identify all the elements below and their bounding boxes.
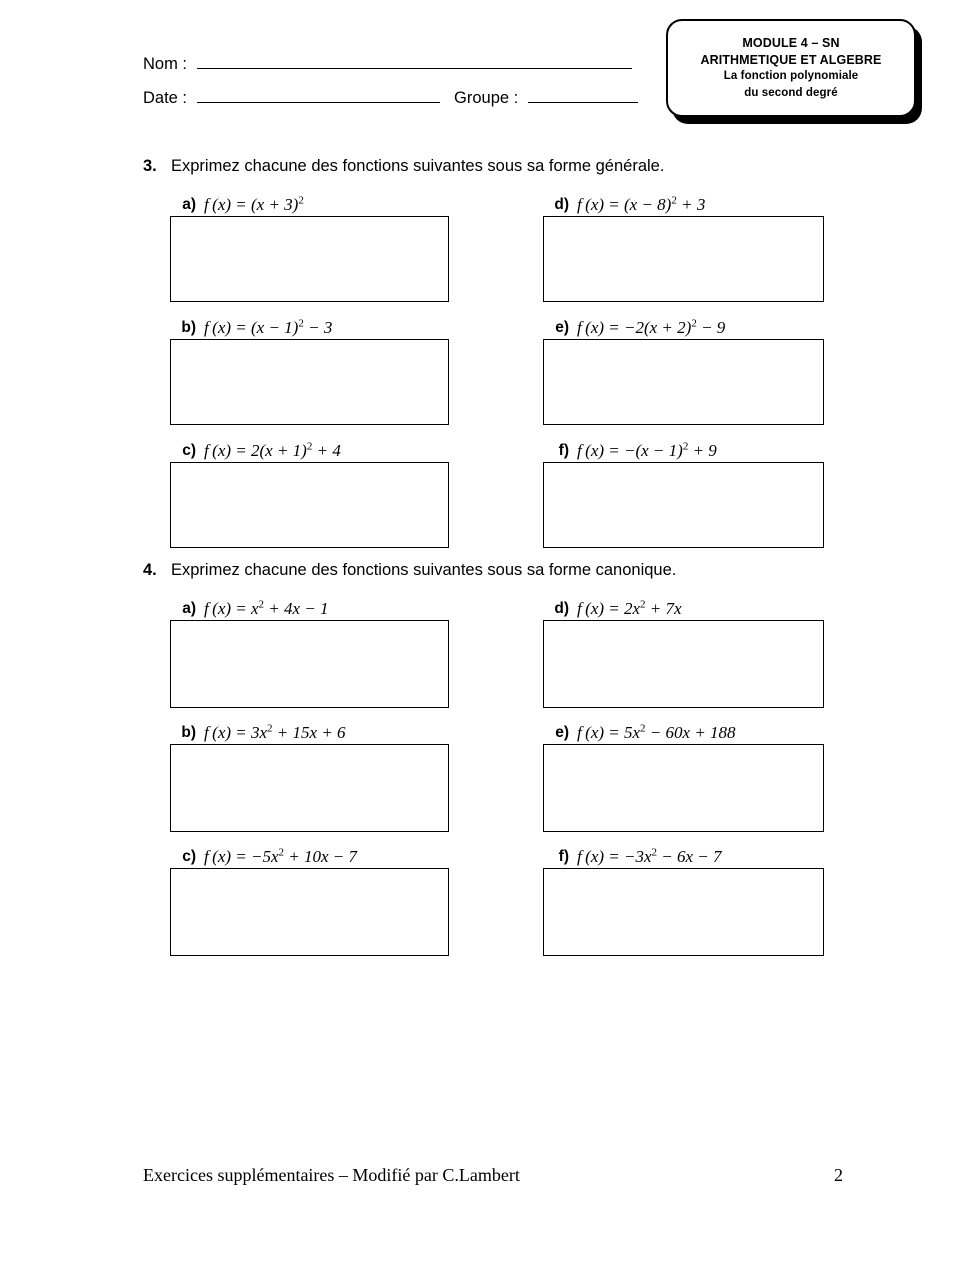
question-4-left-column: [170, 594, 500, 956]
question-4-item-d-letter: d): [554, 600, 569, 617]
question-4: [143, 561, 943, 924]
question-4-right-column: [543, 594, 873, 956]
date-input-line[interactable]: [197, 86, 440, 103]
question-3-item-d: [543, 190, 873, 302]
question-3-item-a-formula: f $(x) = (x + 3)^2$: [204, 194, 304, 214]
question-4-item-f-answer-box[interactable]: [543, 868, 824, 956]
question-4-item-b-formula: f $(x) = 3x^2 + 15x + 6$: [204, 722, 346, 742]
question-3-item-e-formula: f $(x) = -2(x + 2)^2 - 9$: [577, 317, 726, 337]
question-4-item-f-header: [543, 842, 873, 868]
date-group-field-row: [143, 86, 663, 120]
name-label: Nom :: [143, 55, 188, 73]
question-3-item-f-formula: f $(x) = -(x - 1)^2 + 9$: [577, 440, 717, 460]
question-4-item-d-formula: f $(x) = 2x^2 + 7x$: [577, 598, 682, 618]
name-field-row: [143, 52, 663, 86]
question-4-item-a: [170, 594, 500, 708]
question-3-item-e-answer-box[interactable]: [543, 339, 824, 425]
page-footer: [143, 1165, 843, 1186]
question-4-item-a-answer-box[interactable]: [170, 620, 449, 708]
question-4-item-d-header: [543, 594, 873, 620]
question-4-item-e-formula: f $(x) = 5x^2 - 60x + 188$: [577, 722, 736, 742]
module-title-line-2: ARITHMETIQUE ET ALGEBRE: [700, 52, 882, 67]
question-3-item-d-letter: d): [554, 196, 569, 213]
question-4-item-b-header: [170, 718, 500, 744]
question-4-item-f-formula: f $(x) = -3x^2 - 6x - 7$: [577, 846, 722, 866]
question-3-item-c: [170, 436, 500, 548]
question-3-left-column: [170, 190, 500, 548]
question-3-items: [143, 190, 943, 520]
question-3-item-c-formula: f $(x) = 2(x + 1)^2 + 4$: [204, 440, 341, 460]
question-4-item-d-answer-box[interactable]: [543, 620, 824, 708]
module-title-line-3: La fonction polynomiale: [723, 70, 859, 82]
question-4-item-e: [543, 718, 873, 832]
question-3-text: Exprimez chacune des fonctions suivantes sous sa forme générale.: [171, 157, 665, 175]
question-3-item-e-header: [543, 313, 873, 339]
question-3-item-b-letter: b): [181, 319, 196, 336]
question-4-heading: [143, 561, 943, 580]
question-3-item-d-formula: f $(x) = (x - 8)^2 + 3$: [577, 194, 706, 214]
group-input-line[interactable]: [528, 86, 638, 103]
question-3: [143, 157, 943, 520]
question-3-item-c-answer-box[interactable]: [170, 462, 449, 548]
date-label: Date :: [143, 89, 188, 107]
module-title-callout: [666, 19, 916, 117]
question-3-item-b-answer-box[interactable]: [170, 339, 449, 425]
question-4-number: 4.: [143, 561, 157, 579]
question-4-item-b: [170, 718, 500, 832]
question-3-item-d-header: [543, 190, 873, 216]
question-3-number: 3.: [143, 157, 157, 175]
question-4-item-a-formula: f $(x) = x^2 + 4x - 1$: [204, 598, 329, 618]
question-3-item-f: [543, 436, 873, 548]
module-title-line-1: MODULE 4 – SN: [742, 36, 840, 50]
question-4-text: Exprimez chacune des fonctions suivantes sous sa forme canonique.: [171, 561, 677, 579]
question-3-item-f-letter: f): [558, 442, 569, 459]
question-4-item-e-answer-box[interactable]: [543, 744, 824, 832]
question-3-item-b-header: [170, 313, 500, 339]
question-3-right-column: [543, 190, 873, 548]
question-4-item-c-header: [170, 842, 500, 868]
question-4-item-b-answer-box[interactable]: [170, 744, 449, 832]
question-3-heading: [143, 157, 943, 176]
student-identification-block: [143, 52, 663, 120]
question-3-item-a-answer-box[interactable]: [170, 216, 449, 302]
group-label: Groupe :: [454, 89, 519, 107]
module-title-line-4: du second degré: [744, 86, 838, 99]
question-4-item-e-header: [543, 718, 873, 744]
question-4-item-f-letter: f): [558, 848, 569, 865]
question-3-item-d-answer-box[interactable]: [543, 216, 824, 302]
question-4-item-c: [170, 842, 500, 956]
question-4-items: [143, 594, 943, 924]
question-3-item-f-answer-box[interactable]: [543, 462, 824, 548]
question-3-item-c-header: [170, 436, 500, 462]
question-4-item-b-letter: b): [181, 724, 196, 741]
question-4-item-a-letter: a): [182, 600, 196, 617]
question-3-item-b-formula: f $(x) = (x - 1)^2 - 3$: [204, 317, 333, 337]
question-4-item-d: [543, 594, 873, 708]
question-4-item-e-letter: e): [555, 724, 569, 741]
question-3-item-a-letter: a): [182, 196, 196, 213]
question-3-item-c-letter: c): [182, 442, 196, 459]
question-3-item-a: [170, 190, 500, 302]
question-4-item-f: [543, 842, 873, 956]
footer-text: Exercices supplémentaires – Modifié par C.Lambert: [143, 1165, 520, 1185]
module-callout-body: [666, 19, 916, 117]
question-4-item-c-letter: c): [182, 848, 196, 865]
footer-page-number: 2: [834, 1165, 843, 1185]
question-3-item-a-header: [170, 190, 500, 216]
question-4-item-c-answer-box[interactable]: [170, 868, 449, 956]
question-3-item-f-header: [543, 436, 873, 462]
question-4-item-c-formula: f $(x) = -5x^2 + 10x - 7$: [204, 846, 358, 866]
question-3-item-b: [170, 313, 500, 425]
name-input-line[interactable]: [197, 52, 632, 69]
question-4-item-a-header: [170, 594, 500, 620]
question-3-item-e-letter: e): [555, 319, 569, 336]
question-3-item-e: [543, 313, 873, 425]
